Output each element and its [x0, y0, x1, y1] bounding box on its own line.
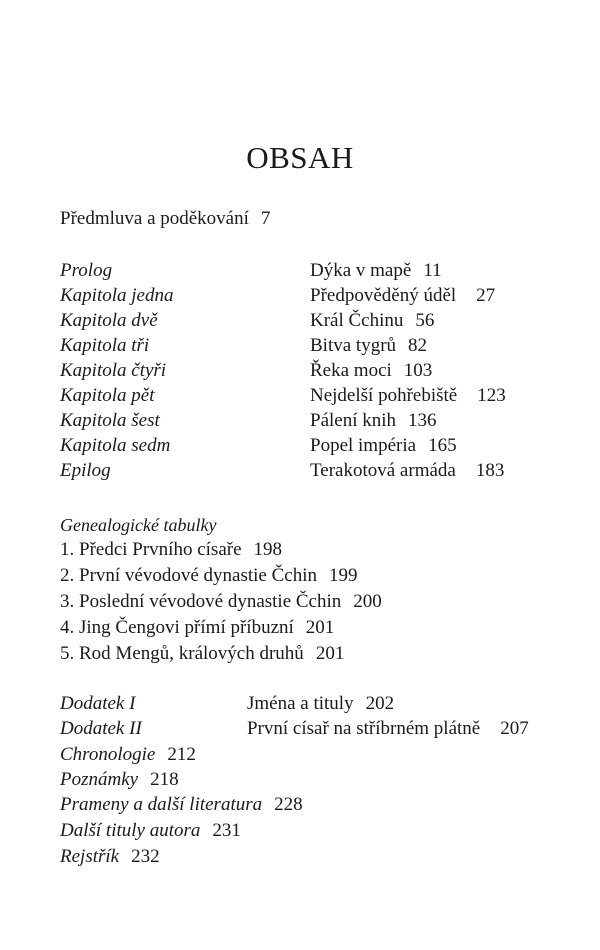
chapter-label: Kapitola čtyři [60, 360, 167, 381]
backmatter-entry [60, 819, 241, 843]
appendix-page: 207 [500, 718, 529, 739]
genealogy-item-text: 3. Poslední vévodové dynastie Čchin [60, 591, 342, 612]
chapter-row [60, 334, 580, 358]
genealogy-item-text: 1. Předci Prvního císaře [60, 539, 242, 560]
genealogy-item-text: 4. Jing Čengovi přímí příbuzní [60, 617, 294, 638]
genealogy-heading: Genealogické tabulky [60, 515, 217, 535]
chapter-page: 123 [477, 385, 506, 406]
chapter-label: Kapitola šest [60, 410, 160, 431]
backmatter-label: Poznámky [60, 769, 139, 790]
chapter-title: Pálení knih [310, 410, 397, 431]
genealogy-item [60, 590, 382, 614]
chapter-title: Popel impéria [310, 435, 417, 456]
genealogy-item [60, 616, 334, 640]
backmatter-label: Prameny a další literatura [60, 794, 263, 815]
chapter-page: 27 [476, 285, 496, 306]
appendix-title: Jména a tituly [247, 693, 354, 714]
chapter-page: 11 [423, 260, 442, 281]
chapter-label: Prolog [60, 260, 113, 281]
genealogy-item-page: 201 [305, 617, 335, 638]
appendix-title: První císař na stříbrném plátně [247, 718, 481, 739]
chapter-label: Kapitola dvě [60, 310, 158, 331]
chapter-row [60, 434, 580, 458]
chapter-label: Kapitola sedm [60, 435, 171, 456]
backmatter-page: 212 [167, 744, 196, 765]
backmatter-page: 228 [274, 794, 303, 815]
chapter-row [60, 384, 580, 408]
appendix-label: Dodatek II [60, 718, 142, 739]
chapter-row [60, 284, 580, 308]
chapter-title: Nejdelší pohřebiště [310, 385, 458, 406]
chapter-title: Řeka moci [310, 360, 392, 381]
preface-page: 7 [260, 208, 271, 229]
chapter-title: Bitva tygrů [310, 335, 397, 356]
chapter-row [60, 309, 580, 333]
backmatter-page: 231 [212, 820, 241, 841]
preface-entry [60, 207, 270, 231]
chapter-page: 183 [475, 460, 505, 481]
backmatter-page: 218 [150, 769, 179, 790]
backmatter-entry [60, 768, 179, 792]
chapter-label: Kapitola pět [60, 385, 155, 406]
backmatter-entry [60, 793, 303, 817]
appendix-label: Dodatek I [60, 693, 136, 714]
chapter-page: 136 [408, 410, 437, 431]
preface-label: Předmluva a poděkování [60, 208, 249, 229]
appendix-page: 202 [365, 693, 395, 714]
genealogy-item [60, 642, 344, 666]
backmatter-label: Další tituly autora [60, 820, 201, 841]
appendix-row [60, 692, 580, 716]
appendix-row [60, 717, 580, 741]
genealogy-item-page: 201 [315, 643, 345, 664]
genealogy-item [60, 538, 282, 562]
genealogy-item-page: 199 [329, 565, 358, 586]
chapter-page: 103 [403, 360, 433, 381]
genealogy-item-text: 2. První vévodové dynastie Čchin [60, 565, 317, 586]
chapter-page: 82 [408, 335, 428, 356]
genealogy-item-page: 198 [253, 539, 283, 560]
chapter-title: Král Čchinu [310, 310, 404, 331]
chapter-label: Kapitola jedna [60, 285, 174, 306]
chapter-row [60, 259, 580, 283]
chapter-row [60, 459, 580, 483]
backmatter-label: Rejstřík [60, 846, 120, 867]
chapter-label: Kapitola tři [60, 335, 150, 356]
backmatter-entry [60, 845, 160, 869]
chapter-label: Epilog [60, 460, 111, 481]
genealogy-item-text: 5. Rod Mengů, králových druhů [60, 643, 304, 664]
genealogy-item [60, 564, 358, 588]
page-title: OBSAH [246, 140, 354, 175]
chapter-title: Terakotová armáda [310, 460, 456, 481]
chapter-page: 56 [415, 310, 435, 331]
genealogy-item-page: 200 [353, 591, 382, 612]
backmatter-label: Chronologie [60, 744, 156, 765]
chapter-page: 165 [428, 435, 457, 456]
backmatter-page: 232 [131, 846, 160, 867]
backmatter-entry [60, 743, 196, 767]
chapter-row [60, 409, 580, 433]
chapter-title: Předpověděný úděl [310, 285, 457, 306]
chapter-title: Dýka v mapě [310, 260, 412, 281]
chapter-row [60, 359, 580, 383]
